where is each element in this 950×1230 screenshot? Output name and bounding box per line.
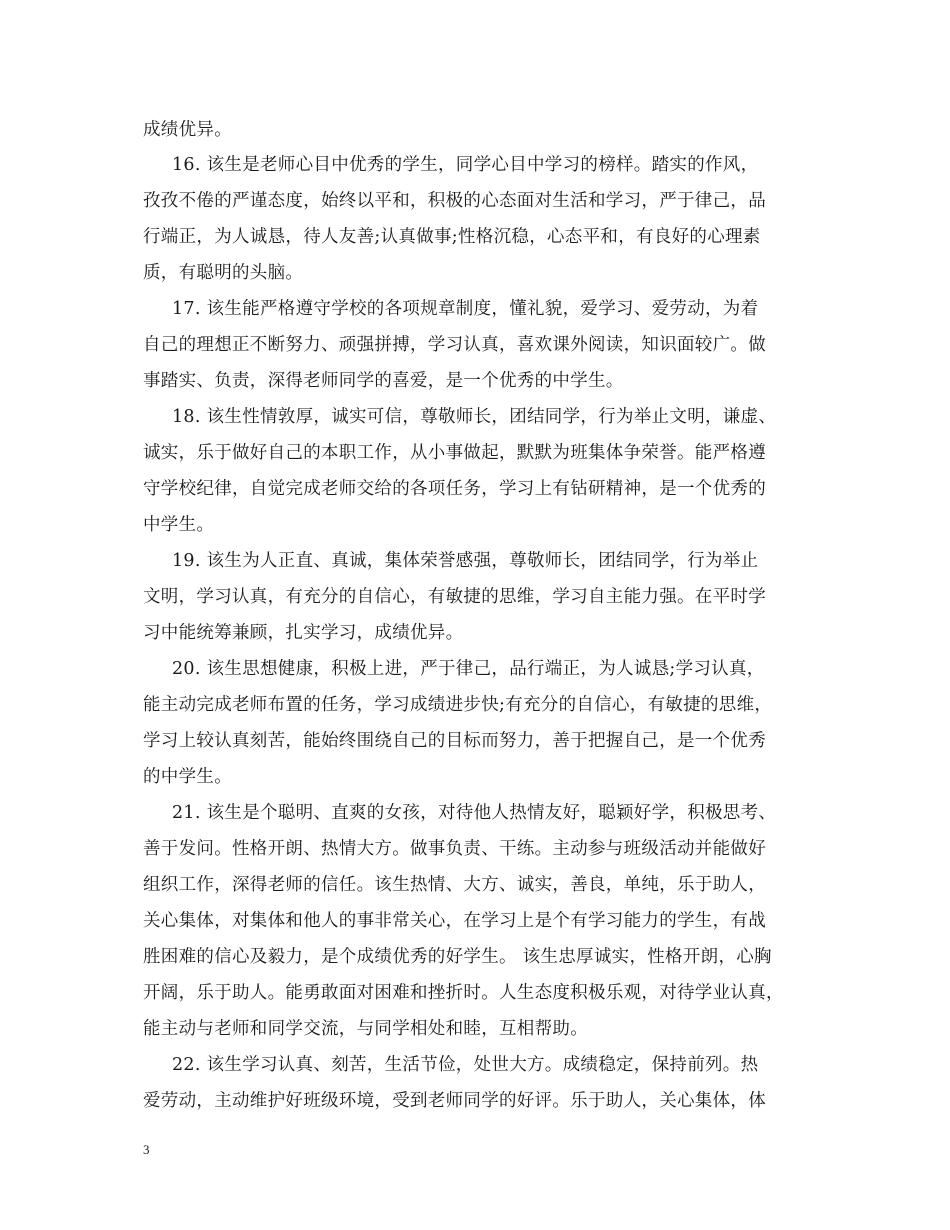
text-line: 文明，学习认真，有充分的自信心，有敏捷的思维，学习自主能力强。在平时学 (143, 587, 766, 607)
text-line: 成绩优异。 (143, 120, 232, 140)
text-line: 中学生。 (143, 515, 215, 535)
text-line: 质，有聪明的头脑。 (143, 263, 304, 283)
text-line: 自己的理想正不断努力、顽强拼搏，学习认真，喜欢课外阅读，知识面较广。做 (143, 335, 766, 355)
text-line: 16. 该生是老师心目中优秀的学生，同学心目中学习的榜样。踏实的作风， (172, 155, 759, 175)
text-line: 善于发问。性格开朗、热情大方。做事负责、干练。主动参与班级活动并能做好 (143, 839, 766, 859)
text-line: 学习上较认真刻苦，能始终围绕自己的目标而努力，善于把握自己，是一个优秀 (143, 731, 766, 751)
text-line: 能主动完成老师布置的任务，学习成绩进步快;有充分的自信心，有敏捷的思维， (143, 695, 773, 715)
text-line: 17. 该生能严格遵守学校的各项规章制度，懂礼貌，爱学习、爱劳动，为着 (172, 299, 759, 319)
text-line: 19. 该生为人正直、真诚，集体荣誉感强，尊敬师长，团结同学，行为举止 (172, 551, 759, 571)
text-line: 组织工作，深得老师的信任。该生热情、大方、诚实，善良，单纯，乐于助人， (143, 875, 766, 895)
text-line: 的中学生。 (143, 767, 232, 787)
text-line: 守学校纪律，自觉完成老师交给的各项任务，学习上有钻研精神，是一个优秀的 (143, 479, 766, 499)
text-line: 爱劳动，主动维护好班级环境，受到老师同学的好评。乐于助人，关心集体，体 (143, 1091, 766, 1111)
text-line: 行端正，为人诚恳，待人友善;认真做事;性格沉稳，心态平和，有良好的心理素 (143, 227, 761, 247)
text-line: 能主动与老师和同学交流，与同学相处和睦，互相帮助。 (143, 1019, 588, 1039)
text-line: 胜困难的信心及毅力，是个成绩优秀的好学生。 该生忠厚诚实，性格开朗，心胸 (143, 947, 772, 967)
text-line: 18. 该生性情敦厚，诚实可信，尊敬师长，团结同学，行为举止文明，谦虚、 (172, 407, 777, 427)
text-line: 孜孜不倦的严谨态度，始终以平和，积极的心态面对生活和学习，严于律己，品 (143, 191, 766, 211)
text-line: 22. 该生学习认真、刻苦，生活节俭，处世大方。成绩稳定，保持前列。热 (172, 1055, 759, 1075)
text-line: 开阔，乐于助人。能勇敢面对困难和挫折时。人生态度积极乐观，对待学业认真， (143, 983, 784, 1003)
text-line: 诚实，乐于做好自己的本职工作，从小事做起，默默为班集体争荣誉。能严格遵 (143, 443, 766, 463)
text-line: 关心集体，对集体和他人的事非常关心，在学习上是个有学习能力的学生，有战 (143, 911, 766, 931)
text-line: 事踏实、负责，深得老师同学的喜爱，是一个优秀的中学生。 (143, 371, 624, 391)
text-line: 习中能统筹兼顾，扎实学习，成绩优异。 (143, 623, 464, 643)
page-number: 3 (143, 1142, 150, 1157)
text-line: 21. 该生是个聪明、直爽的女孩，对待他人热情友好，聪颖好学，积极思考、 (172, 803, 777, 823)
text-line: 20. 该生思想健康，积极上进，严于律己，品行端正，为人诚恳;学习认真， (172, 659, 765, 679)
